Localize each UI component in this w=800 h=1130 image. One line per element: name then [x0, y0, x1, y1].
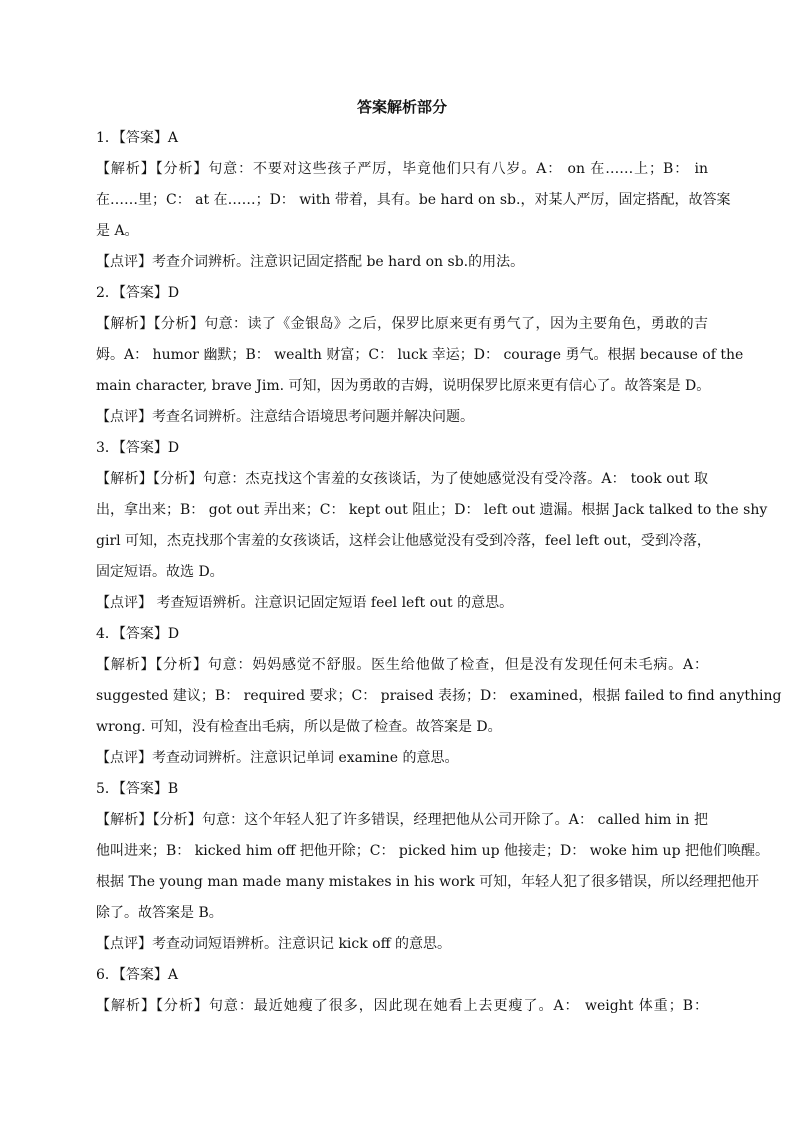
document-line: 固定短语。故选 D。 — [96, 564, 224, 580]
document-line: 5．【答案】B — [96, 781, 179, 797]
document-line: 【解析】【分析】句意：杰克找这个害羞的女孩谈话，为了使她感觉没有受冷落。A： took out 取 — [96, 471, 708, 487]
document-line: 【点评】 考查短语辨析。注意识记固定短语 feel left out 的意思。 — [96, 595, 514, 611]
document-line: 【解析】【分析】句意：这个年轻人犯了许多错误，经理把他从公司开除了。A： called him in 把 — [96, 812, 708, 828]
document-line: main character, brave Jim. 可知，因为勇敢的吉姆，说明保罗比原来更有信心了。故答案是 D。 — [96, 378, 711, 394]
document-line: girl 可知，杰克找那个害羞的女孩谈话，这样会让他感觉没有受到冷落，feel left out，受到冷落， — [96, 533, 711, 549]
document-line: 2．【答案】D — [96, 285, 180, 301]
document-line: wrong. 可知，没有检查出毛病，所以是做了检查。故答案是 D。 — [96, 719, 502, 735]
document-title: 答案解析部分 — [356, 98, 447, 116]
document-line: 在……里；C： at 在……；D： with 带着，具有。be hard on sb.，对某人严厉，固定搭配，故答案 — [96, 192, 731, 208]
document-line: 出，拿出来；B： got out 弄出来；C： kept out 阻止；D： left out 遗漏。根据 Jack talked to the shy — [96, 502, 768, 518]
document-line: suggested 建议；B： required 要求；C： praised 表扬；D： examined，根据 failed to find anything — [96, 688, 782, 704]
document-line: 【解析】【分析】句意：不要对这些孩子严厉，毕竟他们只有八岁。A： on 在……上；B： in — [96, 161, 708, 177]
document-line: 【解析】【分析】句意：最近她瘦了很多，因此现在她看上去更瘦了。A： weight 体重；B： — [96, 998, 708, 1014]
document-line: 【解析】【分析】句意：妈妈感觉不舒服。医生给他做了检查，但是没有发现任何未毛病。A： — [96, 657, 708, 673]
answer-document — [96, 92, 782, 1022]
document-line: 【点评】考查动词辨析。注意识记单词 examine 的意思。 — [96, 750, 459, 766]
document-line: 【点评】考查介词辨析。注意识记固定搭配 be hard on sb.的用法。 — [96, 254, 525, 270]
document-line: 姆。A： humor 幽默；B： wealth 财富；C： luck 幸运；D： courage 勇气。根据 because of the — [96, 347, 744, 363]
document-line: 【点评】考查名词辨析。注意结合语境思考问题并解决问题。 — [96, 409, 474, 425]
document-line: 他叫进来；B： kicked him off 把他开除；C： picked him up 他接走；D： woke him up 把他们唤醒。 — [96, 843, 769, 859]
document-line: 1．【答案】A — [96, 130, 179, 146]
document-line: 根据 The young man made many mistakes in his work 可知，年轻人犯了很多错误，所以经理把他开 — [96, 874, 760, 890]
document-line: 除了。故答案是 B。 — [96, 905, 223, 921]
document-line: 【点评】考查动词短语辨析。注意识记 kick off 的意思。 — [96, 936, 452, 952]
document-line: 【解析】【分析】句意：读了《金银岛》之后，保罗比原来更有勇气了，因为主要角色，勇敢的吉 — [96, 316, 708, 332]
document-body — [96, 123, 782, 1022]
document-line: 是 A。 — [96, 223, 139, 239]
document-line: 3．【答案】D — [96, 440, 180, 456]
document-line: 6．【答案】A — [96, 967, 179, 983]
document-line: 4．【答案】D — [96, 626, 180, 642]
